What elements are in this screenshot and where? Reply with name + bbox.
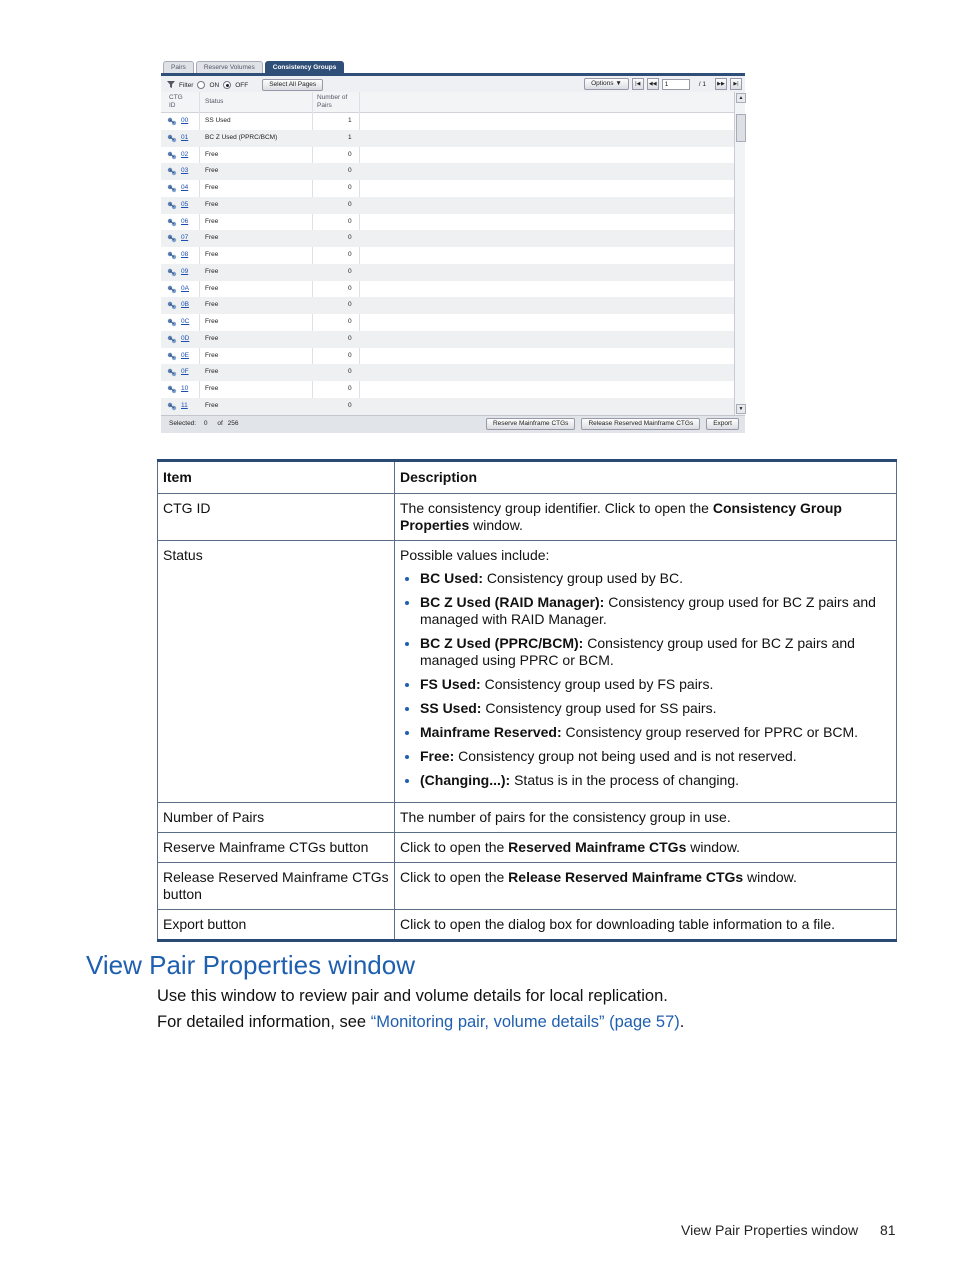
- table-row: [158, 863, 897, 910]
- desc-text: Click to open the: [400, 869, 509, 885]
- page-number: 81: [880, 1222, 896, 1238]
- vertical-scrollbar[interactable]: [734, 92, 745, 415]
- pairs-cell: 0: [348, 318, 352, 325]
- term: Mainframe Reserved:: [420, 724, 562, 740]
- item-number-of-pairs: Number of Pairs: [158, 803, 395, 833]
- consistency-group-icon: [167, 301, 177, 310]
- desc-bold: Consistency Group Properties: [400, 500, 842, 533]
- list-item: [420, 700, 891, 717]
- term: (Changing...):: [420, 772, 511, 788]
- filter-off-radio[interactable]: [223, 81, 231, 89]
- table-row[interactable]: [161, 364, 735, 381]
- table-row[interactable]: [161, 381, 735, 398]
- term: Free:: [420, 748, 455, 764]
- table-row[interactable]: [161, 230, 735, 247]
- ctg-id-link[interactable]: 00: [181, 117, 189, 124]
- pairs-cell: 0: [348, 217, 352, 225]
- filter-on-label: ON: [209, 81, 220, 89]
- status-cell: Free: [205, 184, 219, 191]
- table-row[interactable]: [161, 180, 735, 197]
- item-status: Status: [158, 541, 395, 803]
- consistency-group-icon: [167, 368, 177, 377]
- ctg-id-link[interactable]: 0C: [181, 318, 190, 325]
- pairs-cell: 0: [348, 251, 352, 258]
- options-label: Options: [591, 80, 614, 87]
- ctg-id-link[interactable]: 10: [181, 385, 189, 392]
- list-item: [420, 772, 891, 789]
- pairs-cell: 0: [348, 184, 352, 191]
- status-cell: Free: [205, 334, 219, 342]
- selected-count: 0: [203, 420, 208, 427]
- desc-bold: Reserved Mainframe CTGs: [508, 839, 687, 855]
- consistency-group-icon: [167, 285, 177, 294]
- footer-title: View Pair Properties window: [681, 1222, 859, 1238]
- term-text: Consistency group used by FS pairs.: [480, 676, 714, 692]
- consistency-group-icon: [167, 184, 177, 193]
- ctg-id-link[interactable]: 03: [181, 167, 189, 175]
- list-item: [420, 748, 891, 765]
- status-cell: Free: [205, 318, 219, 325]
- ctg-id-link[interactable]: 0D: [181, 334, 190, 342]
- status-cell: Free: [205, 150, 219, 158]
- status-cell: Free: [205, 234, 219, 242]
- status-cell: Free: [205, 217, 219, 225]
- term-text: Consistency group not being used and is not reserved.: [454, 748, 797, 764]
- table-header-row: [158, 461, 897, 494]
- table-row[interactable]: [161, 147, 735, 164]
- term-text: Consistency group used for SS pairs.: [481, 700, 717, 716]
- table-row[interactable]: [161, 113, 735, 130]
- consistency-group-icon: [167, 151, 177, 160]
- pairs-cell: 0: [348, 267, 352, 275]
- filter-label: Filter: [179, 81, 194, 89]
- selected-of: of: [217, 420, 223, 427]
- filter-icon: [167, 81, 175, 90]
- desc-text: window.: [743, 869, 797, 885]
- toolbar: [161, 76, 745, 93]
- table-row[interactable]: [161, 264, 735, 281]
- table-row[interactable]: [161, 247, 735, 264]
- ctg-id-link[interactable]: 0B: [181, 301, 189, 309]
- term: SS Used:: [420, 700, 482, 716]
- consistency-group-icon: [167, 201, 177, 210]
- ctg-id-link[interactable]: 11: [181, 401, 188, 409]
- ctg-id-link[interactable]: 06: [181, 217, 189, 225]
- term: FS Used:: [420, 676, 481, 692]
- chevron-down-icon: ▼: [615, 80, 622, 87]
- pairs-cell: 0: [348, 150, 352, 158]
- header-item: Item: [158, 461, 395, 494]
- ctg-id-link[interactable]: 0F: [181, 368, 189, 376]
- status-cell: Free: [205, 401, 219, 409]
- pairs-cell: 0: [348, 167, 352, 175]
- consistency-group-icon: [167, 167, 177, 176]
- table-row[interactable]: [161, 163, 735, 180]
- item-ctg-id: CTG ID: [158, 494, 395, 541]
- consistency-group-icon: [167, 335, 177, 344]
- ctg-table: [161, 92, 735, 415]
- table-row[interactable]: [161, 348, 735, 365]
- consistency-group-icon: [167, 352, 177, 361]
- status-cell: BC Z Used (PPRC/BCM): [205, 133, 278, 141]
- desc-text: Click to open the: [400, 839, 509, 855]
- item-export-button: Export button: [158, 910, 395, 941]
- desc-reserve-button: [395, 833, 897, 863]
- desc-release-button: [395, 863, 897, 910]
- desc-text: window.: [469, 517, 523, 533]
- term-text: Consistency group used by BC.: [483, 570, 684, 586]
- pagination: [584, 78, 742, 90]
- filter-off-label: OFF: [235, 81, 249, 89]
- section-paragraph-1: Use this window to review pair and volume details for local replication.: [157, 987, 668, 1005]
- consistency-group-icon: [167, 268, 177, 277]
- table-row[interactable]: [161, 331, 735, 348]
- table-row[interactable]: [161, 197, 735, 214]
- selected-total: 256: [227, 420, 239, 427]
- table-row[interactable]: [161, 214, 735, 231]
- status-cell: Free: [205, 251, 219, 258]
- desc-text: The consistency group identifier. Click to open the: [400, 500, 713, 516]
- term-text: Consistency group used for BC Z pairs and managed with RAID Manager.: [420, 594, 876, 627]
- ctg-id-link[interactable]: 04: [181, 184, 189, 191]
- ctg-id-link[interactable]: 09: [181, 267, 189, 275]
- list-item: [420, 676, 891, 693]
- filter-group: [167, 79, 323, 91]
- desc-number-of-pairs: The number of pairs for the consistency group in use.: [395, 803, 897, 833]
- term-text: Status is in the process of changing.: [510, 772, 740, 788]
- consistency-group-icon: [167, 117, 177, 126]
- filter-on-radio[interactable]: [197, 81, 205, 89]
- export-button[interactable]: Export: [706, 418, 739, 430]
- pairs-cell: 0: [348, 334, 352, 342]
- table-row[interactable]: [161, 314, 735, 331]
- consistency-groups-screenshot: [161, 60, 745, 432]
- status-cell: SS Used: [205, 117, 231, 124]
- table-row[interactable]: [161, 281, 735, 298]
- desc-export-button: Click to open the dialog box for downloading table information to a file.: [395, 910, 897, 941]
- table-row[interactable]: [161, 297, 735, 314]
- scroll-up-icon[interactable]: ▲: [736, 93, 746, 103]
- selection-count: [169, 420, 238, 427]
- col-ctg-id[interactable]: CTG ID: [169, 94, 183, 109]
- table-row: [158, 833, 897, 863]
- item-description-table: [157, 459, 897, 942]
- status-cell: Free: [205, 167, 219, 175]
- table-row: [158, 541, 897, 803]
- page-number-input[interactable]: 1: [662, 79, 690, 90]
- consistency-group-icon: [167, 251, 177, 260]
- scroll-thumb[interactable]: [736, 114, 746, 142]
- table-header: [161, 92, 735, 113]
- pairs-cell: 1: [348, 117, 352, 124]
- item-release-button: Release Reserved Mainframe CTGs button: [158, 863, 395, 910]
- section-paragraph-2: [157, 1013, 684, 1032]
- list-item: [420, 635, 891, 669]
- term-text: Consistency group used for BC Z pairs and managed using PPRC or BCM.: [420, 635, 855, 668]
- ctg-id-link[interactable]: 07: [181, 234, 189, 242]
- header-description: Description: [395, 461, 897, 494]
- col-status[interactable]: Status: [205, 98, 224, 105]
- pairs-cell: 0: [348, 284, 352, 292]
- para-text: .: [679, 1013, 685, 1031]
- reserve-mainframe-ctgs-button[interactable]: Reserve Mainframe CTGs: [486, 418, 576, 430]
- ctg-id-link[interactable]: 0A: [181, 284, 189, 292]
- table-row[interactable]: [161, 130, 735, 147]
- consistency-group-icon: [167, 318, 177, 327]
- table-row[interactable]: [161, 398, 735, 415]
- status-cell: Free: [205, 267, 219, 275]
- select-all-pages-button[interactable]: Select All Pages: [262, 79, 323, 91]
- monitoring-details-link[interactable]: “Monitoring pair, volume details” (page 57): [370, 1013, 680, 1031]
- scroll-down-icon[interactable]: ▼: [736, 404, 746, 414]
- consistency-group-icon: [167, 234, 177, 243]
- tab-reserve-volumes[interactable]: Reserve Volumes: [196, 61, 263, 74]
- pairs-cell: 0: [348, 401, 352, 409]
- action-buttons: [486, 418, 739, 430]
- pairs-cell: 0: [348, 368, 352, 376]
- ctg-id-link[interactable]: 0E: [181, 351, 189, 359]
- consistency-group-icon: [167, 218, 177, 227]
- consistency-group-icon: [167, 134, 177, 143]
- status-values-list: [400, 570, 891, 789]
- first-page-button[interactable]: |◀: [632, 78, 644, 90]
- status-cell: Free: [205, 351, 219, 359]
- tab-bar: [163, 61, 346, 73]
- next-page-button[interactable]: ▶▶: [715, 78, 727, 90]
- pairs-cell: 0: [348, 351, 352, 359]
- release-reserved-mainframe-ctgs-button[interactable]: Release Reserved Mainframe CTGs: [581, 418, 700, 430]
- term: BC Z Used (PPRC/BCM):: [420, 635, 584, 651]
- pairs-cell: 0: [348, 301, 352, 309]
- status-cell: Free: [205, 200, 219, 208]
- status-cell: Free: [205, 385, 219, 392]
- prev-page-button[interactable]: ◀◀: [647, 78, 659, 90]
- ctg-id-link[interactable]: 02: [181, 150, 189, 158]
- term: BC Z Used (RAID Manager):: [420, 594, 605, 610]
- status-cell: Free: [205, 368, 219, 376]
- options-button[interactable]: [584, 78, 629, 90]
- tab-pairs[interactable]: Pairs: [163, 61, 194, 74]
- last-page-button[interactable]: ▶|: [730, 78, 742, 90]
- table-row: [158, 803, 897, 833]
- item-reserve-button: Reserve Mainframe CTGs button: [158, 833, 395, 863]
- desc-bold: Release Reserved Mainframe CTGs: [508, 869, 744, 885]
- pairs-cell: 1: [348, 133, 352, 141]
- term: BC Used:: [420, 570, 484, 586]
- page-total: / 1: [698, 80, 706, 88]
- ctg-id-link[interactable]: 08: [181, 251, 189, 258]
- status-bar: [161, 415, 745, 433]
- ctg-id-link[interactable]: 05: [181, 200, 189, 208]
- desc-text: window.: [686, 839, 741, 855]
- col-number-of-pairs[interactable]: Number of Pairs: [317, 94, 348, 109]
- table-row: [158, 494, 897, 541]
- pairs-cell: 0: [348, 385, 352, 392]
- pairs-cell: 0: [348, 234, 352, 242]
- ctg-id-link[interactable]: 01: [181, 133, 189, 141]
- tab-consistency-groups[interactable]: Consistency Groups: [265, 61, 345, 74]
- term-text: Consistency group reserved for PPRC or BCM.: [561, 724, 859, 740]
- consistency-group-icon: [167, 402, 177, 411]
- desc-status: [395, 541, 897, 803]
- status-intro: Possible values include:: [400, 547, 550, 563]
- section-heading: View Pair Properties window: [86, 950, 415, 980]
- list-item: [420, 594, 891, 628]
- desc-ctg-id: [395, 494, 897, 541]
- list-item: [420, 570, 891, 587]
- consistency-group-icon: [167, 385, 177, 394]
- list-item: [420, 724, 891, 741]
- para-text: For detailed information, see: [157, 1013, 371, 1031]
- status-cell: Free: [205, 301, 219, 309]
- pairs-cell: 0: [348, 200, 352, 208]
- table-row: [158, 910, 897, 941]
- selected-label: Selected:: [169, 420, 197, 427]
- status-cell: Free: [205, 284, 219, 292]
